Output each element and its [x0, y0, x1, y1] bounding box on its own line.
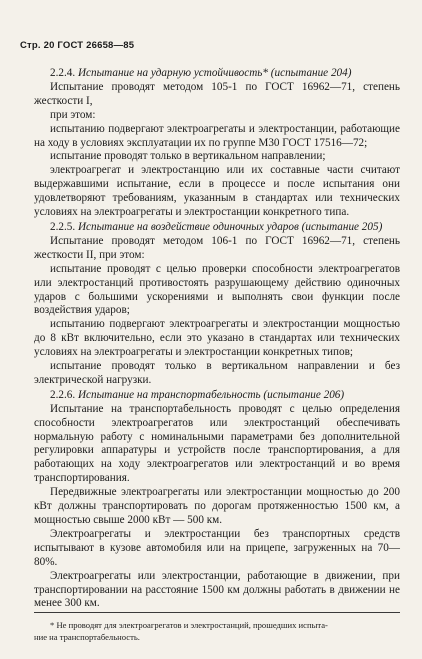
section-title: Испытание на воздействие одиночных ударов (испытание 205): [77, 220, 383, 233]
section-heading-2-2-5: [34, 221, 400, 235]
paragraph: испытанию подвергают электроагрегаты и электростанции мощностью до 8 кВт включительно, если это указано в стандартах или технических условиях на электроагрегаты и электростанции конкретных типов;: [34, 318, 400, 359]
paragraph: Испытание на транспортабельность проводят с целью определения способности электроагрегатов или электростанций обеспечивать нормальную работу с номинальными параметрами без дополнительной регулировки аппаратуры и устройств после транспортирования, а для работающих на ходу электроагрегатов или электростанций и во время транспортирования.: [34, 402, 400, 485]
paragraph: Электроагрегаты или электростанции, работающие в движении, при транспортировании на расстояние 1500 км должны работать в движении не менее 300 км.: [34, 569, 400, 610]
section-heading-2-2-4: [34, 67, 400, 81]
document-body: [34, 66, 400, 611]
paragraph: испытание проводят только в вертикальном направлении и без электрической нагрузки.: [34, 360, 400, 386]
footnote: [34, 620, 400, 643]
paragraph: Испытание проводят методом 106-1 по ГОСТ 16962—71, степень жесткости II, при этом:: [34, 234, 400, 261]
paragraph: Испытание проводят методом 105-1 по ГОСТ 16962—71, степень жесткости I,: [34, 80, 400, 107]
paragraph: испытание проводят только в вертикальном направлении;: [50, 150, 326, 163]
section-heading-2-2-6: [34, 389, 400, 403]
section-title: Испытание на транспортабельность (испытание 206): [77, 388, 345, 401]
paragraph: испытание проводят с целью проверки способности электроагрегатов или электростанций противостоять разрушающему действию одиночных ударов с большими ускорениями и выполнять свои функции после воздействия ударов;: [34, 262, 400, 317]
section-number: 2.2.5.: [50, 220, 76, 233]
section-number: 2.2.4.: [50, 67, 76, 79]
paragraph: при этом:: [50, 108, 96, 121]
footnote-divider: [34, 612, 400, 613]
paragraph: Электроагрегаты и электростанции без транспортных средств испытывают в кузове автомобиля или на прицепе, загруженных на 70—80%.: [34, 527, 400, 568]
paragraph: Передвижные электроагрегаты или электростанции мощностью до 200 кВт должны транспортировать по дорогам протяженностью 1500 км, а мощностью свыше 2000 кВт — 500 км.: [34, 486, 400, 526]
section-number: 2.2.6.: [50, 388, 76, 401]
paragraph: испытанию подвергают электроагрегаты и электростанции, работающие на ходу в условиях эксплуатации их по группе М30 ГОСТ 17516—72;: [34, 122, 400, 149]
footnote-line: ние на транспортабельность.: [34, 631, 140, 642]
section-title: Испытание на ударную устойчивость* (испытание 204): [77, 67, 352, 79]
page-header: Стр. 20 ГОСТ 26658—85: [20, 40, 135, 51]
paragraph: электроагрегат и электростанцию или их составные части считают выдержавшими испытание, если в процессе и после испытания они удовлетворяют требованиям, указанным в стандартах или технических условиях на электроагрегаты и электростанции конкретного типа.: [34, 164, 400, 219]
footnote-line: * Не проводят для электроагрегатов и электростанций, прошедших испыта-: [50, 620, 328, 630]
